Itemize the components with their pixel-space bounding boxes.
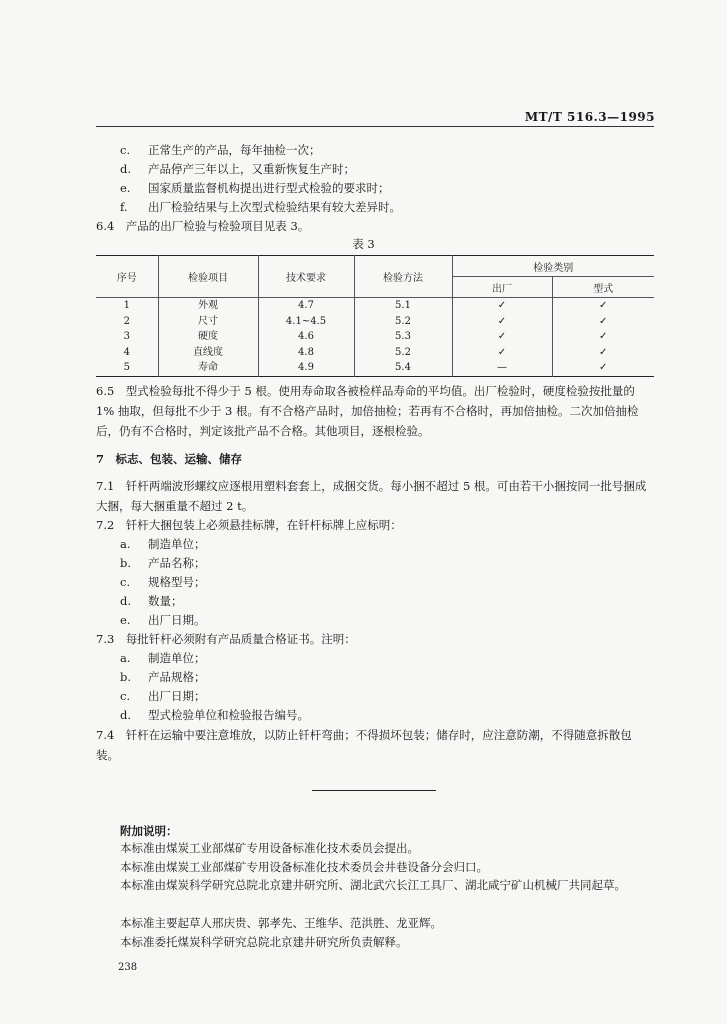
appendix-line: 本标准由煤炭工业部煤矿专用设备标准化技术委员会提出。 [120,841,419,855]
check-mark: ✓ [452,329,552,345]
list-item [120,161,355,177]
appendix-line: 本标准由煤炭科学研究总院北京建井研究所、湖北武穴长江工具厂、湖北咸宁矿山机械厂共同起草。 [120,878,626,892]
item-text: 规格型号； [148,575,206,589]
item-text: 制造单位； [148,537,206,551]
cell: 寿命 [158,360,258,376]
check-mark: ✓ [452,345,552,361]
cell: 尺寸 [158,314,258,330]
check-mark: ✓ [599,346,608,358]
appendix-title: 附加说明： [120,824,178,838]
section-7-3: 7.3 每批钎杆必须附有产品质量合格证书。注明： [96,632,356,646]
cell: 5.2 [354,314,452,330]
section-7-1: 7.1 钎杆两端波形螺纹应逐根用塑料套套上，成捆交货。每小捆不超过 5 根。可由若干小捆按同一批号捆成大捆，每大捆重量不超过 2 t。 [96,479,647,513]
table-caption: 表 3 [352,237,375,251]
cell: 5.3 [354,329,452,345]
list-item [120,142,321,158]
list-item [120,688,206,704]
cell: 5.4 [354,360,452,376]
item-label: d. [120,162,132,176]
list-item [120,650,206,666]
item-label: e. [120,613,131,627]
item-label: b. [120,670,132,684]
list-item [120,199,401,215]
item-text: 型式检验单位和检验报告编号。 [148,708,309,722]
page-header: MT/T 516.3—1995 [524,110,655,124]
cell: 4.7 [258,298,354,314]
cell: 4.8 [258,345,354,361]
item-text: 数量； [148,594,183,608]
check-mark: ✓ [599,362,608,373]
cell: 5 [96,360,158,376]
item-text: 产品名称； [148,556,206,570]
item-label: c. [120,689,131,703]
list-item [120,574,206,590]
table-row [96,345,654,361]
col-header-no: 序号 [96,256,158,298]
section-7-title: 7 标志、包装、运输、储存 [96,452,243,466]
list-item [120,180,390,196]
inspection-table [96,255,654,377]
cell: 4 [96,345,158,361]
table-row [96,314,654,330]
check-mark: ✓ [452,314,552,330]
cell: 4.9 [258,360,354,376]
appendix-line: 本标准委托煤炭科学研究总院北京建井研究所负责解释。 [120,935,408,949]
col-header-factory: 出厂 [452,277,552,298]
cell: 外观 [158,298,258,314]
check-mark: ✓ [599,300,608,311]
cell: 5.2 [354,345,452,361]
cell: 直线度 [158,345,258,361]
item-text: 制造单位； [148,651,206,665]
cell: 4.6 [258,329,354,345]
table-row [96,329,654,345]
list-item [120,612,206,628]
item-label: c. [120,575,131,589]
item-text: 出厂日期。 [148,613,206,627]
cell: 1 [96,298,158,314]
cell: 4.1~4.5 [258,314,354,330]
check-mark: ✓ [599,315,608,327]
col-header-category: 检验类别 [452,256,654,277]
dash-mark: — [452,360,552,376]
section-6-4: 6.4 产品的出厂检验与检验项目见表 3。 [96,219,310,233]
list-item [120,593,183,609]
cell: 2 [96,314,158,330]
item-label: c. [120,143,131,157]
item-label: a. [120,651,131,665]
item-text: 出厂检验结果与上次型式检验结果有较大差异时。 [148,200,401,214]
appendix-line: 本标准由煤炭工业部煤矿专用设备标准化技术委员会井巷设备分会归口。 [120,860,488,874]
col-header-method: 检验方法 [354,256,452,298]
section-7-4: 7.4 钎杆在运输中要注意堆放，以防止钎杆弯曲；不得损坏包装；储存时，应注意防潮，不得随意拆散包装。 [96,728,632,762]
col-header-requirement: 技术要求 [258,256,354,298]
end-rule [312,790,436,791]
item-label: e. [120,181,131,195]
item-text: 出厂日期； [148,689,206,703]
page-number: 238 [118,962,138,973]
list-item [120,536,206,552]
item-label: d. [120,594,132,608]
check-mark: ✓ [599,331,608,342]
section-7-2: 7.2 钎杆大捆包装上必须悬挂标牌，在钎杆标牌上应标明： [96,518,402,532]
item-text: 产品停产三年以上，又重新恢复生产时； [148,162,355,176]
list-item [120,707,309,723]
item-label: a. [120,537,131,551]
item-text: 产品规格； [148,670,206,684]
appendix-line: 本标准主要起草人邢庆贵、郭孝先、王维华、范洪胜、龙亚辉。 [120,916,442,930]
header-rule [96,126,654,127]
table-row [96,360,654,376]
list-item [120,555,206,571]
cell: 5.1 [354,298,452,314]
table-row [96,298,654,314]
item-text: 正常生产的产品，每年抽检一次； [148,143,321,157]
item-text: 国家质量监督机构提出进行型式检验的要求时； [148,181,390,195]
cell: 硬度 [158,329,258,345]
cell: 3 [96,329,158,345]
list-item [120,669,206,685]
col-header-type: 型式 [552,277,654,298]
item-label: b. [120,556,132,570]
section-6-5: 6.5 型式检验每批不得少于 5 根。使用寿命取各被检样品寿命的平均值。出厂检验时，硬度检验按批量的 1% 抽取，但每批不少于 3 根。有不合格产品时，加倍抽检；若再有不合格时，再加倍抽检。二次加倍抽检后，仍有不合格时，判定该批产品不合格。其他项目，逐根检验。 [96,384,639,438]
item-label: d. [120,708,132,722]
col-header-item: 检验项目 [158,256,258,298]
item-label: f. [120,200,128,214]
check-mark: ✓ [452,298,552,314]
